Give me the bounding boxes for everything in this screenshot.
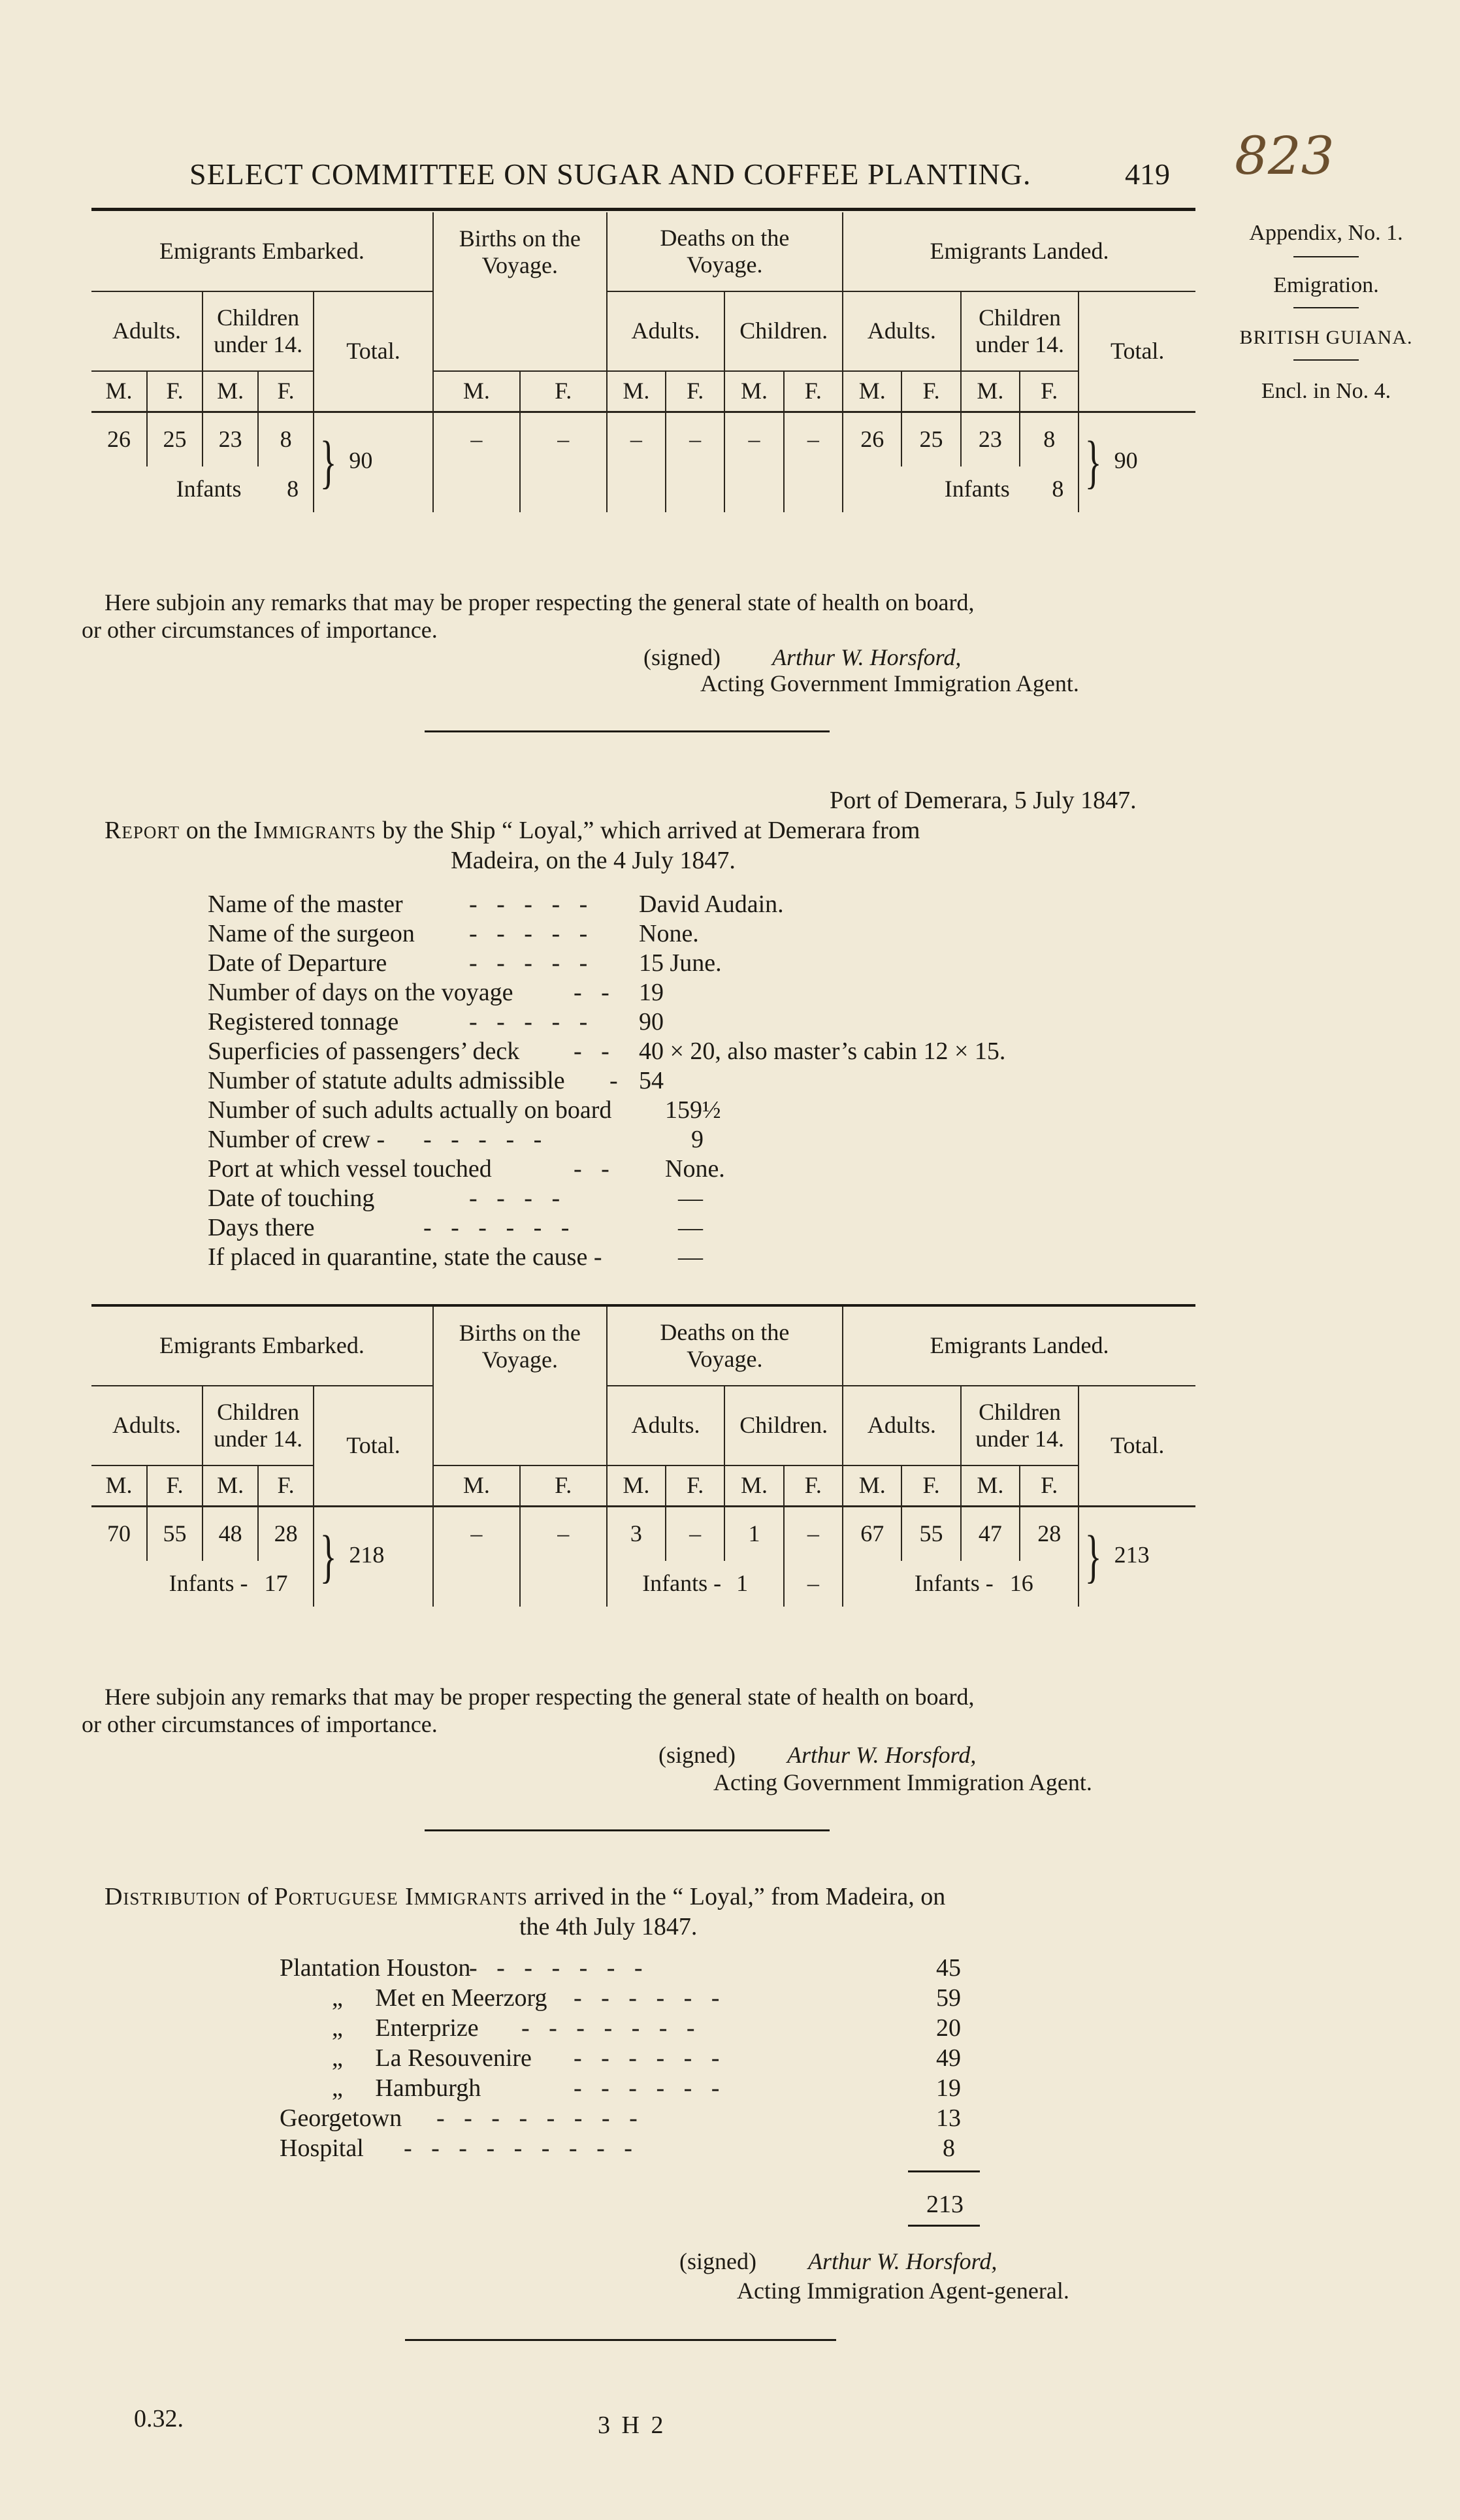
list-item: Hospital - - - - - - - - - 8 [280,2135,955,2162]
table-cell: – [724,412,783,467]
table-cell: 28 [1020,1507,1079,1562]
signature-1: (signed) Arthur W. Horsford, [643,644,962,670]
table-cell: 26 [107,426,131,453]
header-m: M. [607,1465,666,1507]
header-rule [91,208,1195,211]
header-m: M. [607,371,666,412]
header-m: M. [433,371,520,412]
header-m: M. [91,1465,147,1507]
margin-british-guiana: BRITISH GUIANA. [1239,327,1413,348]
list-item: Plantation Houston - - - - - - - 45 [280,1954,961,1982]
distribution-heading: Distribution of Portuguese Immigrants arrived in the “ Loyal,” from Madeira, on [105,1883,946,1910]
table-cell: 55 [147,1507,203,1562]
table-row-infants [91,466,1195,512]
page-title: SELECT COMMITTEE ON SUGAR AND COFFEE PLANTING. [189,157,1031,191]
header-adults: Adults. [843,291,961,371]
header-f: F. [1020,371,1079,412]
header-total: Total. [1079,1386,1195,1507]
list-item: „ Met en Meerzorg - - - - - - 59 [332,1984,961,2012]
header-m: M. [203,371,258,412]
table-cell: – [433,412,520,467]
header-emigrants-landed: Emigrants Landed. [843,1307,1195,1386]
table-cell: 1 [724,1507,783,1562]
table-cell: 55 [901,1507,960,1562]
footer-left: 0.32. [134,2405,184,2432]
table-cell: – [666,412,724,467]
header-m: M. [203,1465,258,1507]
section-rule [425,1829,830,1831]
header-f: F. [901,371,960,412]
header-emigrants-embarked: Emigrants Embarked. [91,212,433,291]
signature-2: (signed) Arthur W. Horsford, [658,1742,977,1768]
header-children: Children under 14. [961,291,1079,371]
header-m: M. [961,1465,1020,1507]
table-cell: – [607,412,666,467]
header-total: Total. [314,1386,433,1507]
remarks-line-2: or other circumstances of importance. [82,1711,438,1737]
table-cell: – [784,1561,843,1607]
header-births: Births on the Voyage. [433,1307,607,1465]
table-cell: – [784,1507,843,1562]
header-f: F. [784,1465,843,1507]
sum-rule [908,2225,980,2227]
header-m: M. [433,1465,520,1507]
header-children: Children. [724,1386,843,1465]
total-landed: } 213 [1079,1507,1195,1607]
total-embarked: } 218 [314,1507,433,1607]
header-m: M. [724,1465,783,1507]
table-cell: 26 [843,412,901,467]
table-cell: 25 [147,412,203,467]
margin-rule [1293,307,1359,308]
table-row-infants [91,1561,1195,1607]
section-rule [405,2339,836,2341]
header-m: M. [843,1465,901,1507]
header-f: F. [784,371,843,412]
table-cell: 67 [843,1507,901,1562]
margin-rule [1293,359,1359,361]
header-births: Births on the Voyage. [433,212,607,371]
table-cell [520,466,607,512]
remarks-line-1: Here subjoin any remarks that may be proper respecting the general state of health on board, [105,589,975,615]
header-f: F. [1020,1465,1079,1507]
header-children: Children under 14. [203,1386,314,1465]
table-cell: 47 [961,1507,1020,1562]
remarks-line-1: Here subjoin any remarks that may be proper respecting the general state of health on board, [105,1684,975,1710]
table-cell: – [433,1507,520,1562]
total-embarked: } 90 [314,412,433,513]
signature-3: (signed) Arthur W. Horsford, [679,2248,998,2274]
header-f: F. [520,371,607,412]
header-f: F. [666,371,724,412]
emigrants-table-1 [91,212,1195,512]
header-emigrants-landed: Emigrants Landed. [843,212,1195,291]
infants-deaths: Infants - 1 [607,1561,784,1607]
header-adults: Adults. [112,1412,182,1439]
table-row [91,412,1195,467]
table-cell: 25 [901,412,960,467]
distribution-total: 213 [926,2191,964,2218]
table-cell: 3 [607,1507,666,1562]
infants-embarked: Infants - 17 [169,1570,288,1597]
infants-landed: Infants 8 [843,466,1079,512]
margin-appendix: Appendix, No. 1. [1249,221,1403,245]
page-number: 419 [1125,157,1170,191]
header-m: M. [724,371,783,412]
table-cell: 70 [107,1520,131,1547]
remarks-line-2: or other circumstances of importance. [82,617,438,643]
total-landed: } 90 [1079,412,1195,513]
header-children: Children under 14. [961,1386,1079,1465]
header-adults: Adults. [607,1386,725,1465]
table-cell: 28 [258,1507,314,1562]
margin-enclosure: Encl. in No. 4. [1261,379,1391,403]
report-place-date: Port of Demerara, 5 July 1847. [830,787,1137,814]
folio-number: 823 [1235,125,1335,186]
margin-rule [1293,256,1359,257]
header-f: F. [258,371,314,412]
table-cell [433,466,520,512]
header-f: F. [520,1465,607,1507]
list-item: „ Hamburgh - - - - - - 19 [332,2074,961,2102]
header-m: M. [961,371,1020,412]
signature-3-title: Acting Immigration Agent-general. [737,2278,1069,2304]
table-cell: – [784,412,843,467]
table-cell [666,466,724,512]
table-cell [724,466,783,512]
table-cell: – [520,1507,607,1562]
infants-landed: Infants - 16 [843,1561,1079,1607]
report-heading-line-2: Madeira, on the 4 July 1847. [451,847,736,874]
table-cell: 23 [961,412,1020,467]
table-cell: 8 [258,412,314,467]
distribution-heading-line-2: the 4th July 1847. [519,1913,698,1940]
header-f: F. [666,1465,724,1507]
list-item: „ La Resouvenire - - - - - - 49 [332,2044,961,2072]
header-children: Children under 14. [203,291,314,371]
table-cell: 23 [203,412,258,467]
header-f: F. [147,371,203,412]
header-children: Children. [724,291,843,371]
table-cell: 8 [1020,412,1079,467]
table-cell: 48 [203,1507,258,1562]
header-emigrants-embarked: Emigrants Embarked. [91,1307,433,1386]
list-item: „ Enterprize - - - - - - - 20 [332,2014,961,2042]
margin-emigration: Emigration. [1273,273,1379,297]
report-heading: Report on the Immigrants by the Ship “ Loyal,” which arrived at Demerara from [105,817,920,844]
header-f: F. [147,1465,203,1507]
header-m: M. [843,371,901,412]
table-cell [433,1561,520,1607]
table-cell: – [520,412,607,467]
table-cell: – [666,1507,724,1562]
document-page: SELECT COMMITTEE ON SUGAR AND COFFEE PLANTING. 419 823 Appendix, No. 1. Emigration. BRITISH GUIANA. Encl. in No. 4. Emigrants Embarked. Births on the Voyage. Deaths on the Voyage. Emigrants Landed. Adults. Children under 14. Total. Adults. Children. Adults. Children under 14. Total. M. F. M. F. M. F. M. F. M. F. M. F. M. F. 26 25 23 8 } 90 – – – – – – 26 25 23 8 } 90 Infants 8 Infants 8 Here subjoin any remarks that may be proper respecting the general state of health on board, or other circumstances of importance. (signed) Arthur W. Horsford, Acting Government Immigration Agent. Port of Demerara, 5 July 1847. Report on the Immigrants by the Ship “ Loyal,” which arrived at Demerara from Madeira, on the 4 July 1847. Name of the master - - - - - David Audain. Name of the surgeon - - - - - None. Date of Departure - - - - - 15 June. Number of days on the voyage - - 19 Registered tonnage - - - - - 90 Superficies of passengers’ deck - - 40 × 20, also master’s cabin 12 × 15. Number of statute adults admissible - 54 Number of such adults actually on board 159½ Number of crew - - - - - - 9 Port at which vessel touched - - None. Date of touching - - - - — Days there - - - - - - — If placed in quarantine, state the cause - — Emigrants Embarked. Births on the Voyage. Deaths on the Voyage. Emigrants Landed. Adults. Children under 14. Total. Adults. Children. Adults. Children under 14. Total. M. F. M. F. M. F. M. F. M. F. M. F. M. F. 70 55 48 28 } 218 – – 3 – 1 – 67 55 47 28 } 213 Infants - 17 Infants - 1 – Infants - 16 Here subjoin any remarks that may be proper respecting the general state of health on board, or other circumstances of importance. (signed) Arthur W. Horsford, Acting Government Immigration Agent. Distribution of Portuguese Immigrants arrived in the “ Loyal,” from Madeira, on the 4th July 1847. Plantation Houston - - - - - - - 45 „ Met en Meerzorg - - - - - - 59 „ Enterprize - - - - - - - 20 „ La Resouvenire - - - - - - 49 „ Hamburgh - - - - - - 19 Georgetown - - - - - - - - 13 Hospital - - - - - - - - - 8 213 (signed) Arthur W. Horsford, Acting Immigration Agent-general. 0.32. 3 H 2 [0,0,1460,2520]
header-deaths: Deaths on the Voyage. [607,212,843,291]
signature-2-title: Acting Government Immigration Agent. [713,1769,1092,1795]
header-deaths: Deaths on the Voyage. [607,1307,843,1386]
table-row [91,1507,1195,1562]
header-m: M. [91,371,147,412]
header-f: F. [258,1465,314,1507]
header-total: Total. [314,291,433,412]
signature-1-title: Acting Government Immigration Agent. [700,670,1079,696]
header-total: Total. [1079,291,1195,412]
table-cell [520,1561,607,1607]
footer-signature-mark: 3 H 2 [598,2412,666,2439]
emigrants-table-2 [91,1307,1195,1607]
header-adults: Adults. [843,1386,961,1465]
section-rule [425,730,830,732]
sum-rule [908,2170,980,2172]
header-adults: Adults. [112,318,182,344]
table-cell [607,466,666,512]
infants-embarked: Infants 8 [176,476,299,502]
list-item: Georgetown - - - - - - - - 13 [280,2104,961,2132]
header-f: F. [901,1465,960,1507]
table-cell [784,466,843,512]
header-adults: Adults. [607,291,725,371]
